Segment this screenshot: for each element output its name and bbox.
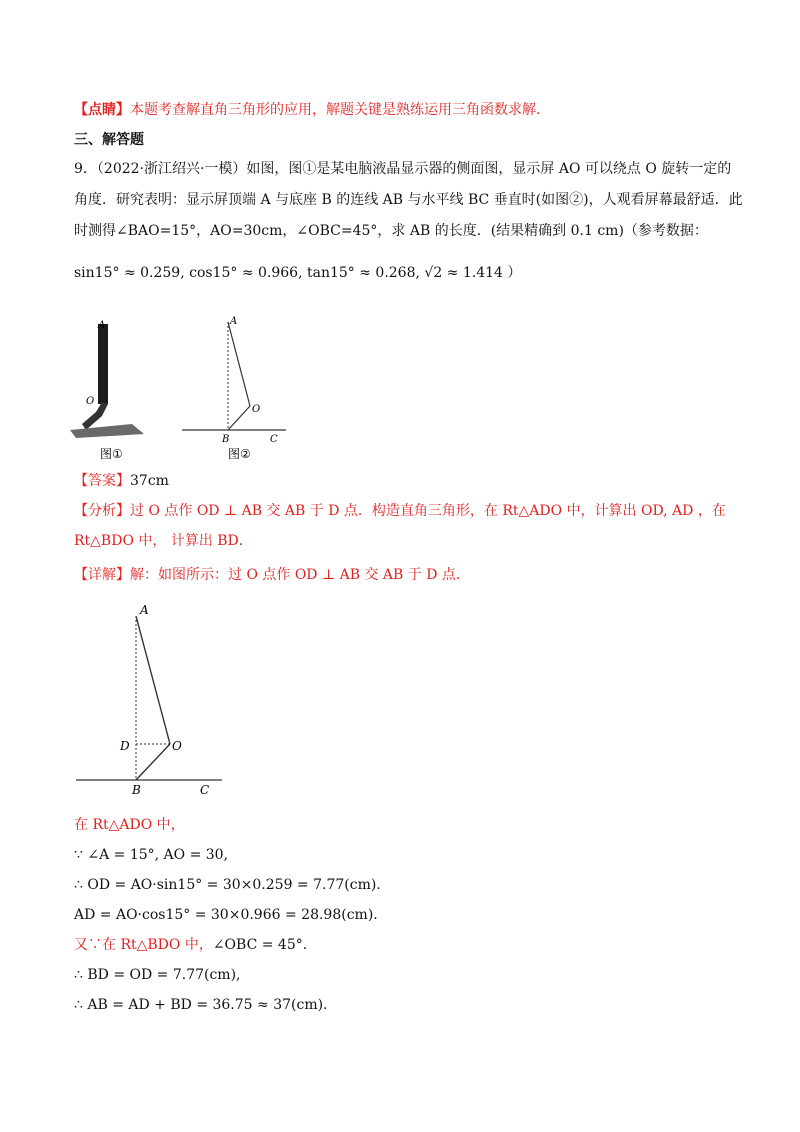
analysis-line-2: Rt△BDO 中， 计算出 BD． (74, 533, 253, 549)
answer-text: 37cm (130, 473, 169, 489)
answer-line (74, 472, 169, 490)
fig2-label-O: O (252, 404, 261, 415)
solution-step-7: ∴ AB = AD + BD = 36.75 ≈ 37(cm). (74, 997, 328, 1013)
monitor-screen (98, 324, 108, 404)
fig3-label-O: O (172, 739, 182, 753)
figure-3-solution-diagram (70, 598, 240, 798)
fig3-label-D: D (120, 739, 130, 753)
detail-line (74, 566, 470, 584)
figure-1-monitor (62, 312, 162, 472)
analysis-line-1 (74, 502, 726, 520)
problem-line-4: sin15° ≈ 0.259, cos15° ≈ 0.966, tan15° ≈ 0.268, √2 ≈ 1.414 ） (74, 265, 522, 281)
solution-step-6: ∴ BD = OD = 7.77(cm), (74, 967, 241, 983)
fig3-label-A: A (140, 603, 149, 617)
line-AO (228, 322, 250, 406)
fig1-label-O: O (86, 396, 95, 407)
problem-line-1: 9．（2022·浙江绍兴·一模）如图，图①是某电脑液晶显示器的侧面图，显示屏 AO 可以绕点 O 旋转一定的 (74, 161, 732, 177)
dianjing-tag: 【点睛】 (74, 102, 130, 118)
solution-step-2: ∵ ∠A = 15°, AO = 30, (74, 847, 229, 863)
section-heading: 三、解答题 (74, 132, 144, 148)
solution-step-4: AD = AO·cos15° = 30×0.966 = 28.98(cm). (74, 907, 378, 923)
fig1-caption: 图① (100, 447, 123, 461)
line-AO (136, 616, 170, 744)
dianjing-text: 本题考查解直角三角形的应用，解题关键是熟练运用三角函数求解. (130, 102, 541, 118)
analysis-tag: 【分析】 (74, 503, 130, 519)
fig1-label-A: A (98, 320, 106, 331)
analysis-text-1: 过 O 点作 OD ⊥ AB 交 AB 于 D 点．构造直角三角形，在 Rt△ADO 中，计算出 OD, AD ，在 (130, 503, 726, 519)
fig2-label-B: B (222, 434, 230, 445)
detail-tag: 【详解】 (74, 567, 130, 583)
fig2-caption: 图② (228, 447, 251, 461)
fig2-label-C: C (270, 434, 278, 445)
dianjing-line (74, 101, 540, 119)
solution-step-3: ∴ OD = AO·sin15° = 30×0.259 = 7.77(cm). (74, 877, 381, 893)
line-OB (136, 744, 170, 780)
figure-2-diagram (178, 312, 298, 472)
solution-step-5-red: 又∵在 Rt△BDO 中， (74, 937, 213, 953)
solution-step-5-black: ∠OBC = 45°. (212, 937, 308, 953)
solution-step-1: 在 Rt△ADO 中， (74, 817, 185, 833)
answer-tag: 【答案】 (74, 473, 130, 489)
detail-text: 解：如图所示：过 O 点作 OD ⊥ AB 交 AB 于 D 点． (130, 567, 470, 583)
monitor-base (70, 424, 144, 438)
fig3-label-C: C (200, 783, 210, 797)
fig3-label-B: B (132, 783, 141, 797)
line-OB (228, 406, 250, 430)
problem-line-2: 角度．研究表明：显示屏顶端 A 与底座 B 的连线 AB 与水平线 BC 垂直时(如图②)，人观看屏幕最舒适．此 (74, 192, 743, 208)
fig2-label-A: A (230, 316, 238, 327)
solution-step-5 (74, 936, 307, 954)
problem-line-3: 时测得∠BAO=15°，AO=30cm，∠OBC=45°，求 AB 的长度．(结果精确到 0.1 cm)（参考数据： (74, 223, 708, 239)
